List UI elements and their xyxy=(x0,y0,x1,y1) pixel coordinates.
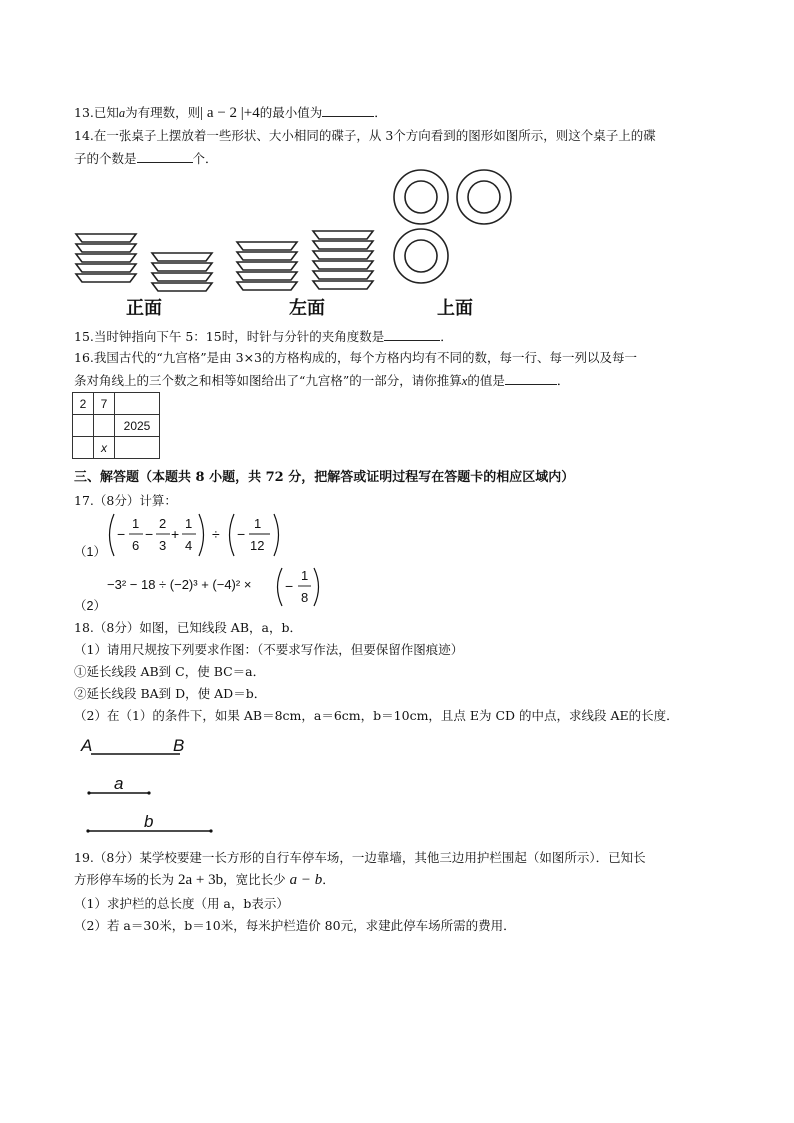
magic-square-grid xyxy=(72,392,160,459)
question-19-part1: （1）求护栏的总长度（用 a，b表示） xyxy=(74,896,289,911)
question-19-part2: （2）若 a＝30米，b＝10米，每米护栏造价 80元，求建此停车场所需的费用． xyxy=(74,918,516,933)
svg-text:−3² − 18 ÷ (−2)³ + (−4)² ×: −3² − 18 ÷ (−2)³ + (−4)² × xyxy=(107,577,252,592)
label-left-view: 左面 xyxy=(289,298,325,318)
svg-text:1: 1 xyxy=(254,516,262,531)
grid-cell: 2025 xyxy=(115,415,160,437)
label-A: A xyxy=(81,736,93,755)
question-14-line1: 14.在一张桌子上摆放着一些形状、大小相同的碟子，从 3个方向看到的图形如图所示，则这个桌子上的碟 xyxy=(74,128,656,143)
label-front-view: 正面 xyxy=(126,298,162,318)
top-view-plate-3 xyxy=(394,229,448,283)
answer-blank xyxy=(384,328,440,341)
difference-expression: a − b xyxy=(289,872,323,888)
question-18-part1: （1）请用尺规按下列要求作图：（不要求写作法，但要保留作图痕迹） xyxy=(74,642,464,657)
svg-text:−: − xyxy=(117,526,126,542)
svg-text:4: 4 xyxy=(185,538,193,553)
answer-blank xyxy=(137,150,193,163)
answer-blank xyxy=(505,372,557,385)
label-top-view: 上面 xyxy=(437,298,473,318)
svg-text:2: 2 xyxy=(159,516,167,531)
question-18-step2: ②延长线段 BA到 D，使 AD＝b． xyxy=(74,686,267,701)
question-18-step1: ①延长线段 AB到 C，使 BC＝a． xyxy=(74,664,266,679)
question-16-line2: 条对角线上的三个数之和相等如图给出了“九宫格”的一部分，请你推算x的值是 ． xyxy=(74,373,570,388)
question-19-line2: 方形停车场的长为 2a + 3b，宽比长少 a − b． xyxy=(74,872,335,888)
svg-text:1: 1 xyxy=(185,516,193,531)
left-view-stack-5 xyxy=(237,242,297,290)
svg-text:8: 8 xyxy=(301,590,309,605)
q17-formula-1 xyxy=(74,508,334,568)
answer-blank xyxy=(322,104,374,117)
svg-text:−: − xyxy=(285,578,294,594)
svg-text:12: 12 xyxy=(250,538,265,553)
question-16-line1: 16.我国古代的“九宫格”是由 3×3的方格构成的，每个方格内均有不同的数，每一行、每一列以及每一 xyxy=(74,350,638,365)
svg-text:1: 1 xyxy=(301,568,309,583)
svg-text:6: 6 xyxy=(132,538,140,553)
svg-text:3: 3 xyxy=(159,538,167,553)
part-label: （1） xyxy=(74,545,106,559)
question-18-part2: （2）在（1）的条件下，如果 AB＝8cm，a＝6cm，b＝10cm，且点 E为 CD 的中点，求线段 AE的长度． xyxy=(74,708,679,723)
grid-cell: x xyxy=(94,437,115,459)
grid-cell: 7 xyxy=(94,393,115,415)
q17-formula-2 xyxy=(74,562,374,622)
svg-text:−: − xyxy=(237,526,246,542)
question-17-title: 17.（8分）计算： xyxy=(74,493,177,508)
top-view-plate-2 xyxy=(457,170,511,224)
question-19-line1: 19.（8分）某学校要建一长方形的自行车停车场，一边靠墙，其他三边用护栏围起（如图所示）．已知长 xyxy=(74,850,646,865)
section-3-heading: 三、解答题（本题共 8 小题，共 72 分，把解答或证明过程写在答题卡的相应区域内） xyxy=(74,470,575,485)
question-13: 13.已知a为有理数，则| a − 2 |+4的最小值为 ． xyxy=(74,105,387,121)
front-view-stack-4 xyxy=(152,253,212,291)
grid-cell xyxy=(115,437,160,459)
label-b: b xyxy=(144,812,154,831)
label-B: B xyxy=(173,736,185,755)
grid-cell: 2 xyxy=(73,393,94,415)
left-view-stack-6 xyxy=(313,231,373,289)
grid-cell xyxy=(94,415,115,437)
grid-cell xyxy=(73,415,94,437)
plate-views-figure xyxy=(0,168,794,328)
top-view-plate-1 xyxy=(394,170,448,224)
front-view-stack-5 xyxy=(76,234,136,282)
question-15: 15.当时钟指向下午 5：15时，时针与分针的夹角度数是 ． xyxy=(74,329,453,344)
grid-cell xyxy=(73,437,94,459)
label-a: a xyxy=(114,774,124,793)
length-expression: 2a + 3b xyxy=(178,872,224,888)
svg-text:−: − xyxy=(145,526,154,542)
question-18-title: 18.（8分）如图，已知线段 AB，a，b． xyxy=(74,620,302,635)
svg-text:+: + xyxy=(171,526,180,542)
svg-text:1: 1 xyxy=(132,516,140,531)
grid-cell xyxy=(115,393,160,415)
part-label: （2） xyxy=(74,599,106,613)
question-14-line2: 子的个数是 个． xyxy=(74,151,218,166)
abs-expression: | a − 2 |+4 xyxy=(200,105,260,121)
segments-figure xyxy=(74,728,274,838)
svg-text:÷: ÷ xyxy=(212,526,220,542)
